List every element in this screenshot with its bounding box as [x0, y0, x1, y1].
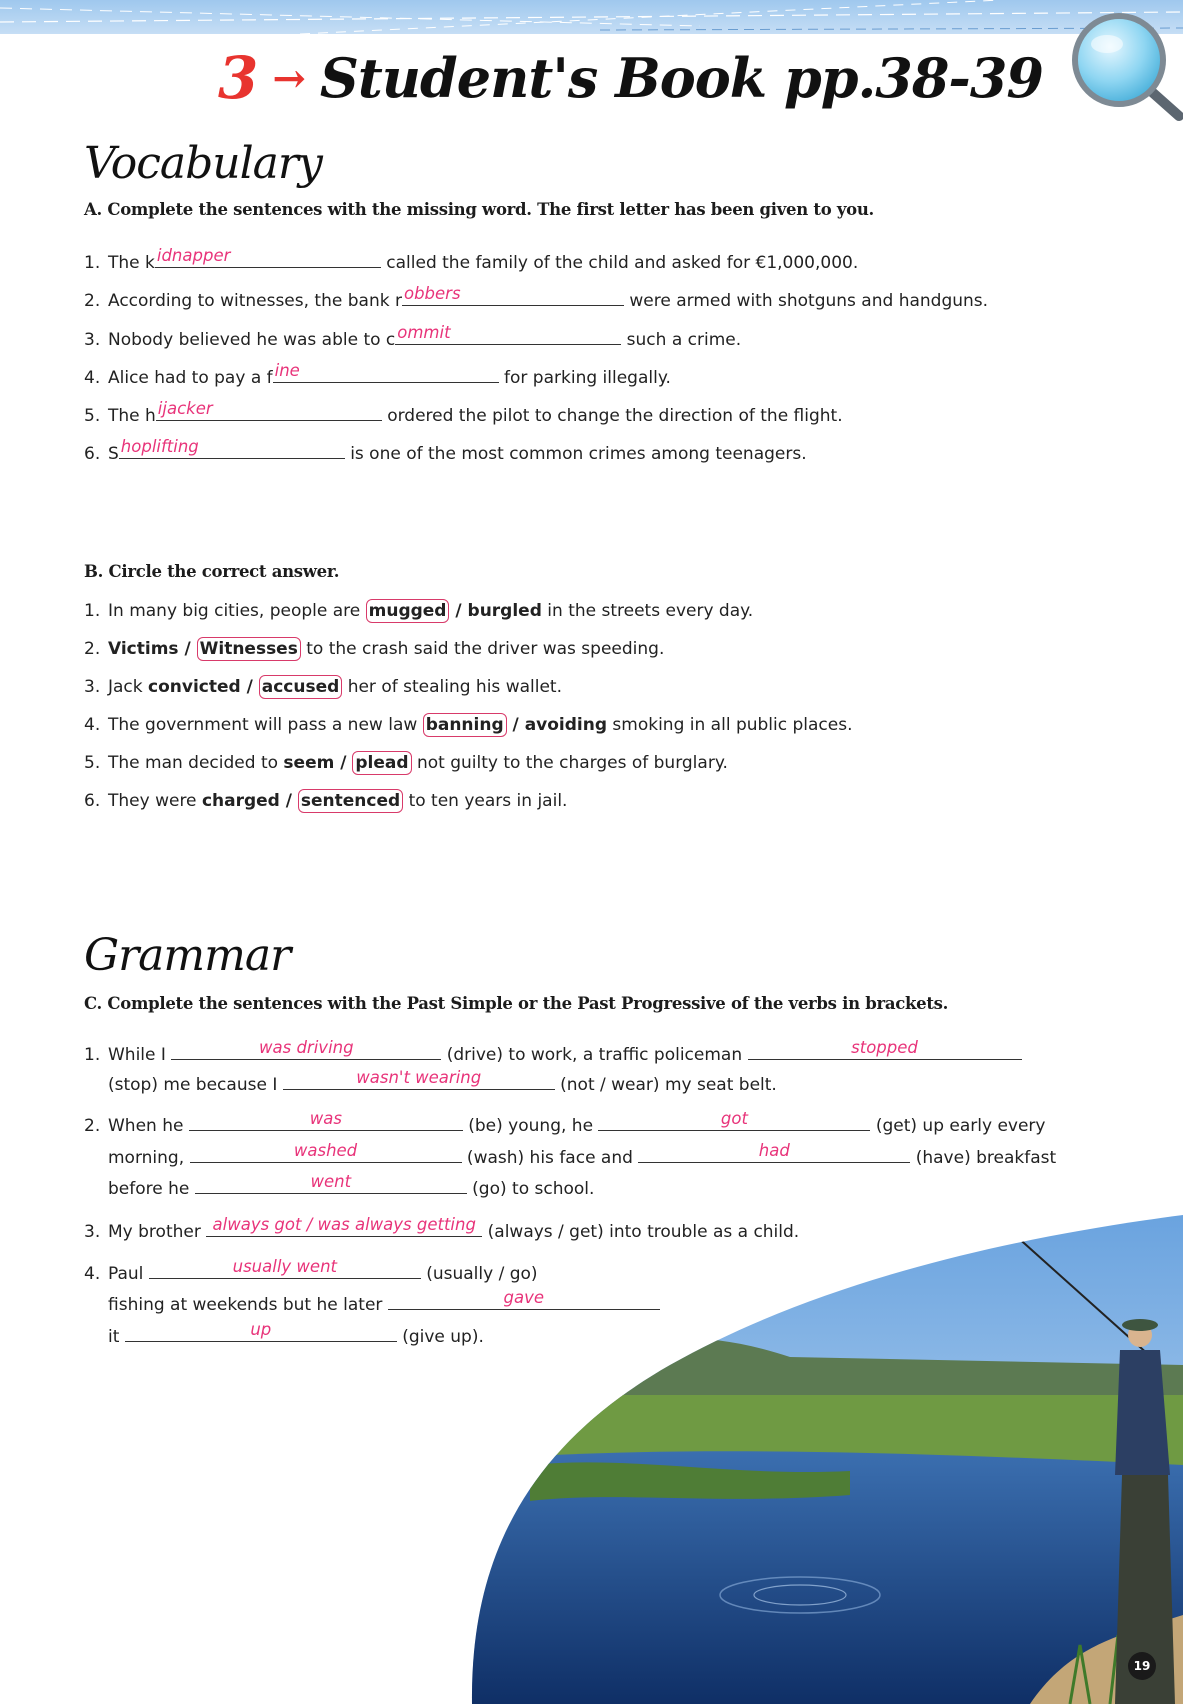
- option[interactable]: Victims: [108, 639, 179, 659]
- option-circled[interactable]: sentenced: [298, 789, 403, 813]
- answer-text: got: [720, 1109, 748, 1128]
- answer-blank[interactable]: [206, 1217, 482, 1237]
- answer-text: ommit: [397, 323, 451, 342]
- section-a-item: 5. The h ijacker ordered the pilot to change the direction of the flight.: [84, 399, 843, 426]
- answer-blank[interactable]: [195, 1174, 467, 1194]
- section-c-item-line: it up (give up).: [108, 1320, 484, 1347]
- arrow-icon: →: [272, 54, 306, 102]
- option-circled[interactable]: Witnesses: [197, 637, 301, 661]
- answer-text: ijacker: [157, 399, 213, 418]
- fishing-photo: [470, 1215, 1183, 1704]
- answer-text: went: [310, 1172, 352, 1191]
- answer-blank[interactable]: [598, 1111, 870, 1131]
- option-circled[interactable]: accused: [259, 675, 343, 699]
- answer-blank[interactable]: [748, 1040, 1022, 1060]
- page-number: 19: [1128, 1652, 1156, 1680]
- section-c-item: 1. While I was driving (drive) to work, a traffic policeman stopped: [84, 1040, 1022, 1065]
- option[interactable]: convicted: [148, 677, 241, 697]
- answer-text: hoplifting: [120, 437, 199, 456]
- answer-blank[interactable]: [190, 1143, 462, 1163]
- section-c-item: 4. Paul usually went (usually / go): [84, 1257, 538, 1284]
- top-decorative-band: [0, 0, 1183, 34]
- option-circled[interactable]: mugged: [366, 599, 450, 623]
- option[interactable]: seem: [283, 753, 335, 773]
- section-b-item: 3. Jack convicted / accused her of stealing his wallet.: [84, 677, 562, 697]
- section-b-item: 4. The government will pass a new law banning / avoiding smoking in all public places.: [84, 715, 853, 735]
- answer-text: always got / was always getting: [212, 1215, 476, 1234]
- vocabulary-title: Vocabulary: [84, 138, 322, 189]
- book-reference: Student's Book pp.38-39: [319, 46, 1043, 110]
- answer-blank[interactable]: [402, 286, 624, 306]
- answer-text: usually went: [232, 1257, 337, 1276]
- section-c-item-line: before he went (go) to school.: [108, 1172, 595, 1199]
- section-b-instruction: B. Circle the correct answer.: [84, 562, 340, 581]
- section-c-item-line: fishing at weekends but he later gave: [108, 1290, 660, 1315]
- answer-text: obbers: [403, 284, 461, 303]
- answer-text: wasn't wearing: [356, 1068, 482, 1087]
- answer-blank[interactable]: [273, 363, 499, 383]
- option[interactable]: charged: [201, 791, 280, 811]
- answer-blank[interactable]: [155, 248, 381, 268]
- answer-blank[interactable]: [119, 439, 345, 459]
- section-b-item: 5. The man decided to seem / plead not guilty to the charges of burglary.: [84, 753, 728, 773]
- section-c-item-line: (stop) me because I wasn't wearing (not / wear) my seat belt.: [108, 1068, 777, 1095]
- section-c-instruction: C. Complete the sentences with the Past Simple or the Past Progressive of the verbs in brackets.: [84, 994, 949, 1013]
- option-circled[interactable]: banning: [423, 713, 507, 737]
- answer-blank[interactable]: [395, 325, 621, 345]
- section-a-instruction: A. Complete the sentences with the missing word. The first letter has been given to you.: [84, 200, 874, 219]
- section-a-item: 4. Alice had to pay a f ine for parking illegally.: [84, 361, 671, 388]
- answer-blank[interactable]: [189, 1111, 463, 1131]
- magnifier-icon: [1063, 4, 1183, 128]
- option[interactable]: burgled: [467, 601, 542, 621]
- section-c-item: 2. When he was (be) young, he got (get) up early every: [84, 1109, 1046, 1136]
- answer-blank[interactable]: [638, 1143, 910, 1163]
- section-b-item: 1. In many big cities, people are mugged / burgled in the streets every day.: [84, 601, 754, 621]
- section-c-item: 3. My brother always got / was always getting (always / get) into trouble as a child.: [84, 1215, 800, 1242]
- answer-text: was driving: [259, 1038, 354, 1057]
- answer-blank[interactable]: [171, 1040, 441, 1060]
- unit-header: [218, 44, 1043, 112]
- section-a-item: 1. The k idnapper called the family of the child and asked for €1,000,000.: [84, 246, 859, 273]
- answer-text: stopped: [851, 1038, 918, 1057]
- answer-blank[interactable]: [149, 1259, 421, 1279]
- section-a-item: 2. According to witnesses, the bank r obbers were armed with shotguns and handguns.: [84, 284, 989, 311]
- answer-text: idnapper: [156, 246, 231, 265]
- answer-blank[interactable]: [156, 401, 382, 421]
- section-b-item: 2. Victims / Witnesses to the crash said the driver was speeding.: [84, 639, 665, 659]
- section-c-item-line: morning, washed (wash) his face and had (have) breakfast: [108, 1141, 1057, 1168]
- unit-number: 3: [217, 44, 259, 112]
- option[interactable]: avoiding: [524, 715, 608, 735]
- answer-blank[interactable]: [283, 1070, 555, 1090]
- grammar-title: Grammar: [84, 930, 291, 981]
- answer-text: gave: [503, 1288, 545, 1307]
- section-a-item: 6. S hoplifting is one of the most common crimes among teenagers.: [84, 437, 807, 464]
- answer-text: washed: [293, 1141, 358, 1160]
- answer-blank[interactable]: [125, 1322, 397, 1342]
- answer-text: ine: [274, 361, 300, 380]
- section-b-item: 6. They were charged / sentenced to ten years in jail.: [84, 791, 568, 811]
- answer-text: was: [309, 1109, 342, 1128]
- option-circled[interactable]: plead: [352, 751, 411, 775]
- answer-text: had: [758, 1141, 790, 1160]
- answer-text: up: [250, 1320, 272, 1339]
- section-a-item: 3. Nobody believed he was able to c ommit such a crime.: [84, 323, 742, 350]
